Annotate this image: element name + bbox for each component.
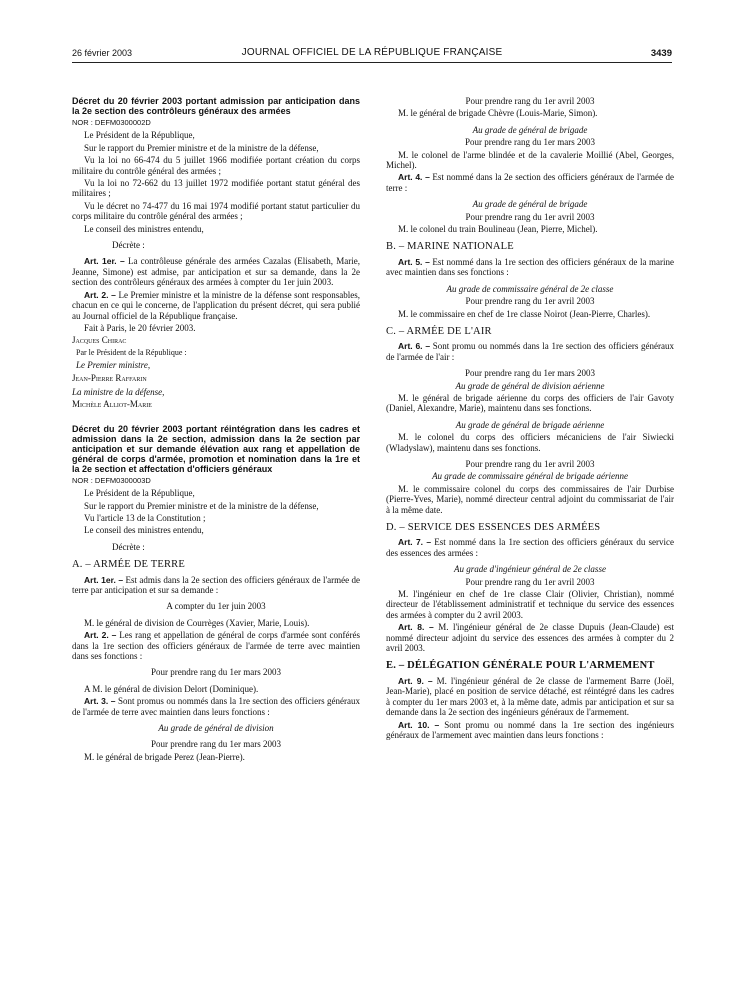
decree2-art2-text: Les rang et appellation de général de corps d'armée sont conférés dans la 1re section des officiers généraux de l'armée de terre avec maintien dans ses fonctions : — [72, 630, 360, 662]
decree2-p3: Vu l'article 13 de la Constitution ; — [84, 512, 206, 523]
decree1-p6: Le conseil des ministres entendu, — [84, 223, 204, 234]
art5-text: Est nommé dans la 1re section des officiers généraux de la marine avec maintien dans ses fonctions : — [386, 256, 675, 278]
decree1-p5: Vu le décret no 74-477 du 16 mai 1974 modifié portant statut particulier du corps militaire du contrôle général des armées ; — [72, 200, 360, 222]
section-e-heading: E. – DÉLÉGATION GÉNÉRALE POUR L'ARMEMENT — [386, 660, 655, 672]
art4-text: Est nommé dans la 2e section des officiers généraux de l'armée de terre : — [386, 172, 674, 193]
decree1-nor: NOR : DEFM0300002D — [72, 118, 151, 127]
decree1-decrete: Décrète : — [112, 240, 145, 251]
decree1-art1 — [72, 256, 360, 287]
rang-mars-2: Pour prendre rang du 1er mars 2003 — [465, 368, 595, 379]
decree2-art2-label: Art. 2. – — [84, 630, 117, 641]
decree1-art2-text: Le Premier ministre et la ministre de la défense sont responsables, chacun en ce qui le concerne, de l'application du présent décret, qui sera publié au Journal officiel de la République française. — [72, 289, 360, 321]
page-header — [72, 46, 672, 62]
decree1-art2 — [72, 290, 360, 321]
clair: M. l'ingénieur en chef de 1re classe Clair (Olivier, Christian), nommé directeur de l'établissement administratif et technique du service des essences des armées à compter du 2 avril 2003. — [386, 589, 674, 620]
right-column — [386, 96, 674, 742]
art10 — [386, 720, 674, 741]
rang-avril-1: Pour prendre rang du 1er avril 2003 — [465, 96, 595, 106]
decree1-art1-text: La contrôleuse générale des armées Cazalas (Elisabeth, Marie, Jeanne, Simone) est admise, par anticipation et sur sa demande, dans la 2e section des contrôleurs généraux des armées à compter du 1er juin 2003. — [72, 256, 360, 288]
decree2-art3-label: Art. 3. – — [84, 696, 116, 707]
decree1-art2-label: Art. 2. – — [84, 289, 116, 300]
grade-ingenieur: Au grade d'ingénieur général de 2e classe — [454, 564, 606, 575]
rang-avril-3: Pour prendre rang du 1er avril 2003 — [465, 296, 595, 307]
decree1-title: Décret du 20 février 2003 portant admission par anticipation dans la 2e section des contrôleurs généraux des armées — [72, 96, 360, 116]
art9-label: Art. 9. – — [398, 675, 433, 686]
decree2-art1 — [72, 575, 360, 596]
decree2-art3-text: Sont promus ou nommés dans la 1re section des officiers généraux de l'armée de terre avec maintien dans leurs fonctions : — [72, 696, 361, 717]
durbise: M. le commissaire colonel du corps des commissaires de l'air Durbise (Pierre-Yves, Marie), nommé directeur central adjoint du commissariat de l'air à la même date. — [386, 483, 674, 515]
decree2-title: Décret du 20 février 2003 portant réintégration dans les cadres et admission dans la 2e section, admission dans la 2e section par anticipation et sur demande élévation aux rang et appellation de général de corps d'armée, promotion et nomination dans la 1re et la 2e section et affectation d'officiers généraux — [72, 423, 360, 474]
art10-text: Sont promu ou nommé dans la 1re section des ingénieurs généraux de l'armement avec maintien dans leurs fonctions : — [386, 719, 675, 740]
art5 — [386, 257, 674, 278]
decree2-art2 — [72, 630, 360, 661]
grade-commissaire: Au grade de commissaire général de 2e classe — [446, 283, 614, 294]
art6 — [386, 341, 674, 362]
decree1-art1-label: Art. 1er. – — [84, 256, 125, 267]
art5-label: Art. 5. – — [398, 256, 430, 267]
decree1-md-title: La ministre de la défense, — [72, 386, 165, 397]
decree1-p3: Vu la loi no 66-474 du 5 juillet 1966 modifiée portant création du corps militaire du contrôle général des armées ; — [72, 155, 360, 176]
art4-label: Art. 4. – — [398, 172, 430, 183]
decree1-pm-title: Le Premier ministre, — [76, 360, 151, 371]
decree1-p1: Le Président de la République, — [84, 130, 195, 141]
art4 — [386, 172, 674, 193]
section-b-heading: B. – MARINE NATIONALE — [386, 241, 514, 253]
chevre: M. le général de brigade Chèvre (Louis-Marie, Simon). — [398, 108, 598, 119]
courreges: M. le général de division de Courrèges (Xavier, Marie, Louis). — [84, 617, 310, 628]
decree2-p1: Le Président de la République, — [84, 488, 195, 499]
moillie: M. le colonel de l'arme blindée et de la cavalerie Moillié (Abel, Georges, Michel). — [386, 149, 674, 171]
section-d-heading: D. – SERVICE DES ESSENCES DES ARMÉES — [386, 522, 601, 533]
art10-label: Art. 10. – — [398, 719, 440, 730]
decree1-par-le: Par le Président de la République : — [76, 347, 187, 357]
art8-text: M. l'ingénieur général de 2e classe Dupuis (Jean-Claude) est nommé directeur adjoint du service des essences des armées à compter du 2 avril 2003. — [386, 622, 674, 654]
grade-commissaire-aerienne: Au grade de commissaire général de brigade aérienne — [432, 471, 628, 482]
decree1-sig-president: Jacques Chirac — [72, 335, 127, 346]
rang-mars-1: Pour prendre rang du 1er mars 2003 — [465, 137, 595, 148]
delort: A M. le général de division Delort (Dominique). — [84, 683, 259, 694]
art8-label: Art. 8. – — [398, 622, 434, 633]
decree2-art3 — [72, 696, 360, 717]
perez: M. le général de brigade Perez (Jean-Pierre). — [84, 751, 245, 762]
grade-brigade-aerienne: Au grade de général de brigade aérienne — [455, 419, 605, 430]
siwiecki: M. le colonel du corps des officiers mécaniciens de l'air Siwiecki (Wladyslaw), maintenu dans ses fonctions. — [386, 432, 674, 453]
section-a-heading: A. – ARMÉE DE TERRE — [72, 559, 185, 571]
header-date: 26 février 2003 — [72, 48, 133, 58]
grade-brigade-2: Au grade de général de brigade — [472, 199, 588, 210]
left-column — [72, 96, 360, 764]
decree1-pm-name: Jean-Pierre Raffarin — [72, 372, 147, 383]
noirot: M. le commissaire en chef de 1re classe Noirot (Jean-Pierre, Charles). — [398, 308, 651, 319]
a-compter-juin: A compter du 1er juin 2003 — [166, 601, 266, 612]
decree2-art1-text: Est admis dans la 2e section des officiers généraux de l'armée de terre par anticipation et sur sa demande : — [72, 574, 361, 595]
gavoty: M. le général de brigade aérienne du corps des officiers de l'air Gavoty (Daniel, Alexandre, Marie), maintenu dans ses fonctions. — [386, 392, 674, 414]
grade-division: Au grade de général de division — [158, 723, 274, 734]
art9 — [386, 676, 674, 718]
decree2-p2: Sur le rapport du Premier ministre et de la ministre de la défense, — [84, 500, 319, 511]
rang-avril-2: Pour prendre rang du 1er avril 2003 — [465, 211, 595, 222]
decree1-md-name: Michèle Alliot-Marie — [72, 399, 152, 410]
grade-division-aerienne: Au grade de général de division aérienne — [455, 380, 605, 391]
art6-text: Sont promu ou nommés dans la 1re section des officiers généraux de l'armée de l'air : — [386, 341, 675, 362]
art9-text: M. l'ingénieur général de 2e classe de l'armement Barre (Joël, Jean-Marie), placé en position de service détaché, est réintégré dans les cadres à compter du 1er mars 2003 et, à la même date, admis par anticipation et sur sa demande dans la 2e section des ingénieurs généraux de l'armement. — [386, 675, 675, 718]
art8 — [386, 622, 674, 653]
rang-avril-4: Pour prendre rang du 1er avril 2003 — [465, 458, 595, 469]
art6-label: Art. 6. – — [398, 341, 431, 352]
rang-avril-5: Pour prendre rang du 1er avril 2003 — [465, 576, 595, 587]
rang-mars-left: Pour prendre rang du 1er mars 2003 — [151, 667, 281, 678]
rang-mars-left-2: Pour prendre rang du 1er mars 2003 — [151, 739, 281, 750]
decree1-p2: Sur le rapport du Premier ministre et de la ministre de la défense, — [84, 142, 319, 153]
decree1-p4: Vu la loi no 72-662 du 13 juillet 1972 modifiée portant statut général des militaires ; — [72, 178, 360, 199]
decree2-p4: Le conseil des ministres entendu, — [84, 525, 204, 536]
boulineau: M. le colonel du train Boulineau (Jean, Pierre, Michel). — [398, 224, 598, 235]
art7-text: Est nommé dans la 1re section des officiers généraux du service des essences des armées : — [386, 537, 674, 558]
art7 — [386, 537, 674, 558]
decree2-art1-label: Art. 1er. – — [84, 574, 124, 585]
section-c-heading: C. – ARMÉE DE L'AIR — [386, 325, 492, 337]
journal-title: JOURNAL OFFICIEL DE LA RÉPUBLIQUE FRANÇAISE — [241, 47, 503, 58]
decree2-nor: NOR : DEFM0300003D — [72, 475, 151, 485]
page-number: 3439 — [650, 48, 672, 59]
decree2-decrete: Décrète : — [112, 541, 145, 552]
grade-brigade-1: Au grade de général de brigade — [472, 124, 588, 135]
header-rule — [72, 62, 672, 63]
decree1-fait: Fait à Paris, le 20 février 2003. — [84, 322, 196, 333]
art7-label: Art. 7. – — [398, 537, 432, 548]
